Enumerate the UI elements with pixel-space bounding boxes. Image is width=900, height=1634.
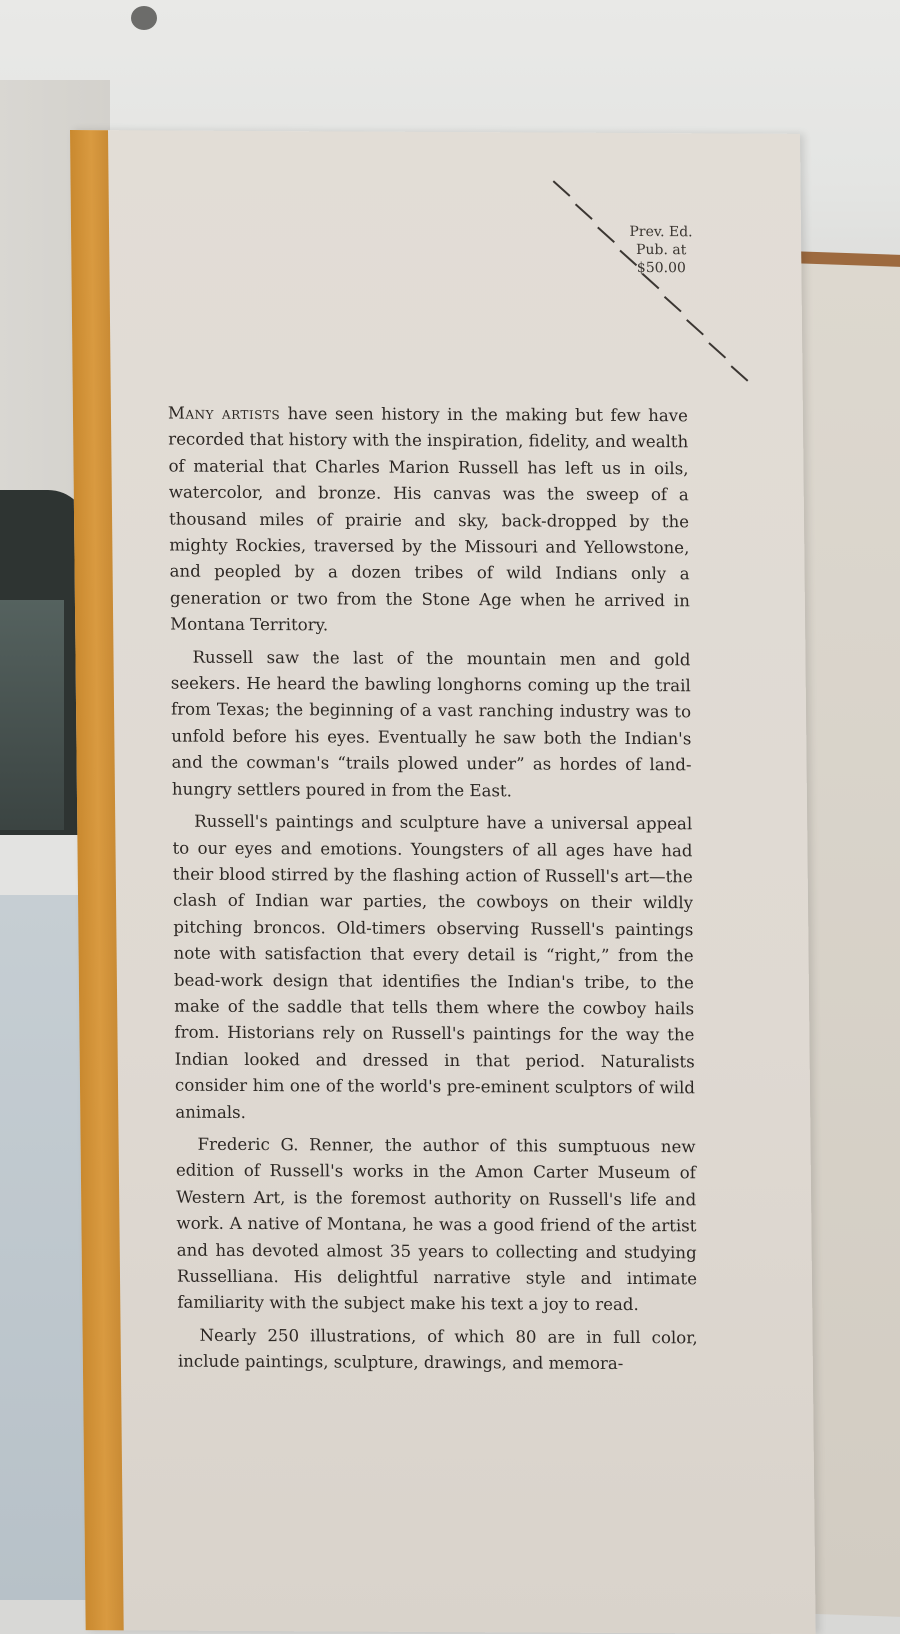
blurb-paragraph-1-text: have seen history in the making but few have recorded that history with the inspiration, fidelity, and wealth of material that Charles Marion Russell has left us in oils, watercolor, and bronze. His canvas was the sweep of a thousand miles of prairie and sky, back-dropped by the mighty Rockies, traversed by the Missouri and Yellowstone, and peopled by a dozen tribes of wild Indians only a generation or two from the Stone Age when he arrived in Montana Territory. [168, 404, 690, 635]
jacket-blurb [168, 401, 698, 1384]
previous-price-label [601, 223, 722, 278]
book-jacket-flap [70, 130, 816, 1634]
blurb-paragraph-1 [168, 401, 690, 641]
ceiling-screw [131, 6, 157, 30]
price-line-1: Prev. Ed. [629, 223, 693, 241]
price-line-3: $50.00 [636, 259, 686, 277]
blurb-paragraph-2: Russell saw the last of the mountain men and gold seekers. He heard the bawling longhorns coming up the trail from Texas; the beginning of a vast ranching industry was to unfold before his eyes. Eventually he saw both the Indian's and the cowman's “trails plowed under” as hordes of land-hungry settlers poured in from the East. [170, 647, 692, 801]
blurb-paragraph-3: Russell's paintings and sculpture have a universal appeal to our eyes and emotions. Youngsters of all ages have had their blood stirred by the flashing action of Russell's art—the clash of Indian war parties, the cowboys on their wildly pitching broncos. Old-timers observing Russell's paintings note with satisfaction that every detail is “right,” from the bead-work design that identifies the Indian's tribe, to the make of the saddle that tells them where the cowboy hails from. Historians rely on Russell's paintings for the way the Indian looked and dressed in that period. Naturalists consider him one of the world's pre-eminent sculptors of wild animals. [172, 811, 696, 1122]
blurb-lead-words: Many artists [167, 403, 281, 424]
price-line-2: Pub. at [635, 241, 687, 259]
blurb-paragraph-5: Nearly 250 illustrations, of which 80 are in full color, include paintings, sculpture, drawings, and memora- [177, 1325, 698, 1374]
blurb-paragraph-4: Frederic G. Renner, the author of this sumptuous new edition of Russell's works in the Amon Carter Museum of Western Art, is the foremost authority on Russell's life and work. A native of Montana, he was a good friend of the artist and has devoted almost 35 years to collecting and studying Russelliana. His delightful narrative style and intimate familiarity with the subject make his text a joy to read. [175, 1134, 698, 1315]
window-glass [0, 600, 64, 830]
